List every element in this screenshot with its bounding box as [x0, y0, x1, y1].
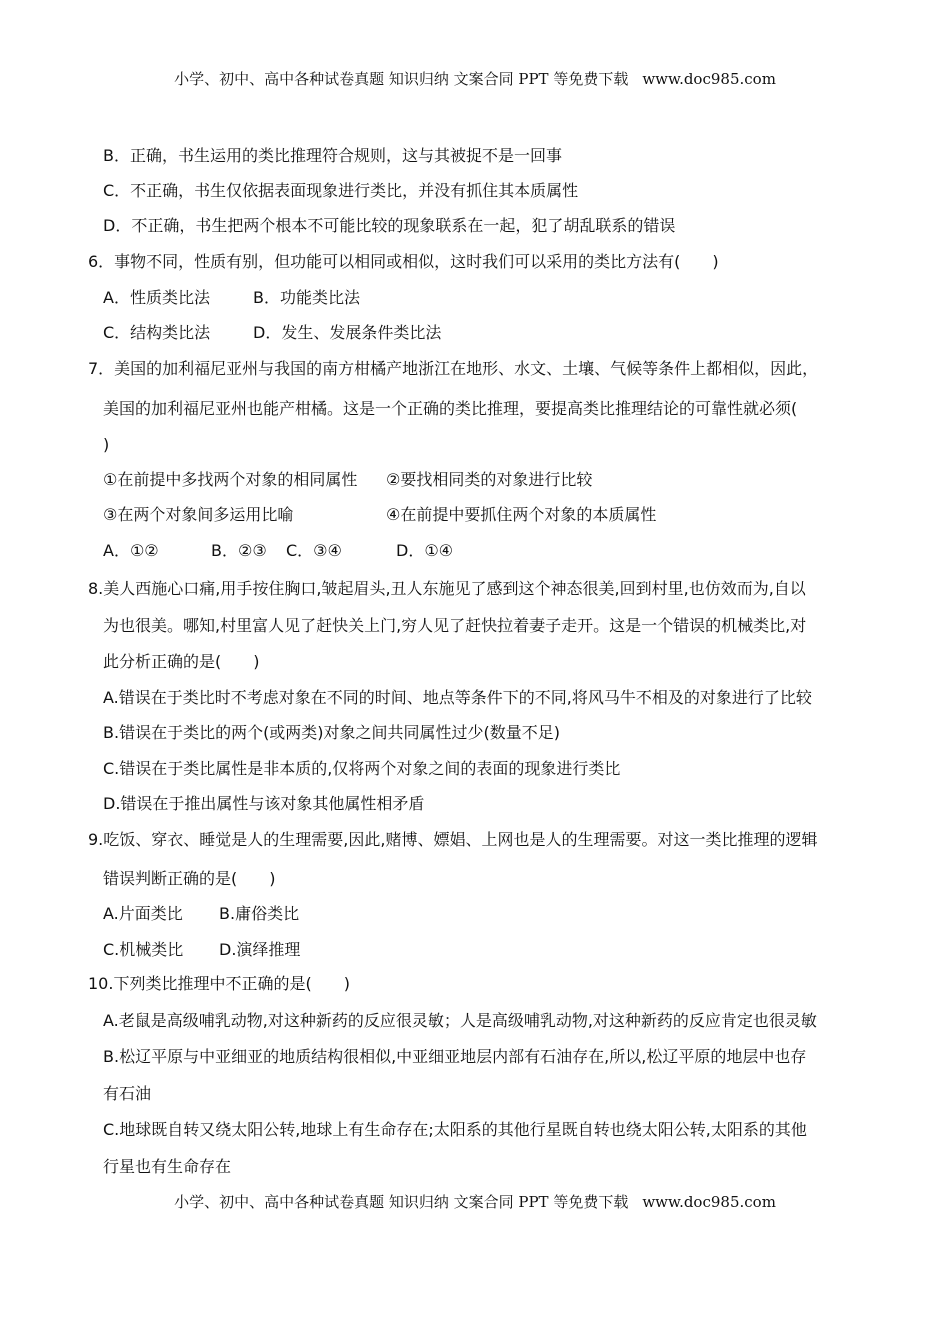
q8-stem-line3: 此分析正确的是( ) [103, 652, 260, 671]
q10-stem: 10.下列类比推理中不正确的是( ) [88, 974, 350, 993]
q9-option-d: D.演绎推理 [219, 940, 301, 959]
q7-items-row2 [103, 504, 656, 526]
q5-option-d: D．不正确，书生把两个根本不可能比较的现象联系在一起，犯了胡乱联系的错误 [103, 216, 676, 235]
q6-option-c: C．结构类比法 [103, 323, 211, 342]
q6-option-a: A．性质类比法 [103, 288, 210, 307]
q5-option-b: B．正确，书生运用的类比推理符合规则，这与其被捉不是一回事 [103, 146, 562, 165]
q9-stem-line2: 错误判断正确的是( ) [103, 869, 276, 888]
q10-option-a: A.老鼠是高级哺乳动物,对这种新药的反应很灵敏；人是高级哺乳动物,对这种新药的反应肯定也很灵敏 [103, 1011, 817, 1030]
footer-url[interactable]: www.doc985.com [642, 1193, 776, 1211]
header-text: 小学、初中、高中各种试卷真题 知识归纳 文案合同 PPT 等免费下载 [174, 70, 629, 88]
q8-option-d: D.错误在于推出属性与该对象其他属性相矛盾 [103, 794, 425, 813]
q8-option-a: A.错误在于类比时不考虑对象在不同的时间、地点等条件下的不同,将风马牛不相及的对象进行了比较 [103, 688, 812, 707]
q7-option-d: D．①④ [396, 541, 454, 560]
q9-option-a: A.片面类比 [103, 904, 183, 923]
q10-option-c-line2: 行星也有生命存在 [103, 1157, 232, 1176]
q7-items-row1 [103, 469, 592, 491]
q7-stem-line2: 美国的加利福尼亚州也能产柑橘。这是一个正确的类比推理，要提高类比推理结论的可靠性就必须( [103, 399, 798, 418]
q10-option-b-line1: B.松辽平原与中亚细亚的地质结构很相似,中亚细亚地层内部有石油存在,所以,松辽平原的地层中也存 [103, 1047, 807, 1066]
q8-stem-line2: 为也很美。哪知,村里富人见了赶快关上门,穷人见了赶快拉着妻子走开。这是一个错误的机械类比,对 [103, 616, 807, 635]
q7-item-3: ③在两个对象间多运用比喻 [103, 505, 294, 524]
q7-option-a: A．①② [103, 541, 159, 560]
q8-stem-line1: 8.美人西施心口痛,用手按住胸口,皱起眉头,丑人东施见了感到这个神态很美,回到村里,也仿效而为,自以 [88, 579, 806, 598]
q9-option-b: B.庸俗类比 [219, 904, 300, 923]
page-footer [0, 1191, 950, 1212]
q6-options-row1 [103, 287, 360, 309]
q9-options-row1 [103, 903, 299, 925]
q8-option-b: B.错误在于类比的两个(或两类)对象之间共同属性过少(数量不足) [103, 723, 561, 742]
q10-option-c-line1: C.地球既自转又绕太阳公转,地球上有生命存在;太阳系的其他行星既自转也绕太阳公转,太阳系的其他 [103, 1120, 807, 1139]
q7-option-c: C．③④ [286, 541, 342, 560]
page-header [0, 68, 950, 89]
q7-item-4: ④在前提中要抓住两个对象的本质属性 [386, 505, 657, 524]
q7-options [103, 540, 453, 562]
q9-option-c: C.机械类比 [103, 940, 184, 959]
q5-option-c: C．不正确，书生仅依据表面现象进行类比，并没有抓住其本质属性 [103, 181, 579, 200]
q9-options-row2 [103, 939, 300, 961]
q7-item-2: ②要找相同类的对象进行比较 [386, 470, 593, 489]
q8-option-c: C.错误在于类比属性是非本质的,仅将两个对象之间的表面的现象进行类比 [103, 759, 621, 778]
q6-option-b: B．功能类比法 [253, 288, 360, 307]
q7-stem-line1: 7．美国的加利福尼亚州与我国的南方柑橘产地浙江在地形、水文、土壤、气候等条件上都相似，因此， [88, 359, 819, 378]
q9-stem-line1: 9.吃饭、穿衣、睡觉是人的生理需要,因此,赌博、嫖娼、上网也是人的生理需要。对这一类比推理的逻辑 [88, 830, 818, 849]
q7-option-b: B．②③ [211, 541, 267, 560]
q7-stem-line3: ) [103, 435, 110, 454]
q7-item-1: ①在前提中多找两个对象的相同属性 [103, 470, 358, 489]
header-url[interactable]: www.doc985.com [642, 70, 776, 88]
q6-options-row2 [103, 322, 441, 344]
q10-option-b-line2: 有石油 [103, 1084, 152, 1103]
q6-option-d: D．发生、发展条件类比法 [253, 323, 442, 342]
q6-stem: 6．事物不同，性质有别，但功能可以相同或相似，这时我们可以采用的类比方法有( ) [88, 252, 719, 271]
footer-text: 小学、初中、高中各种试卷真题 知识归纳 文案合同 PPT 等免费下载 [174, 1193, 629, 1211]
